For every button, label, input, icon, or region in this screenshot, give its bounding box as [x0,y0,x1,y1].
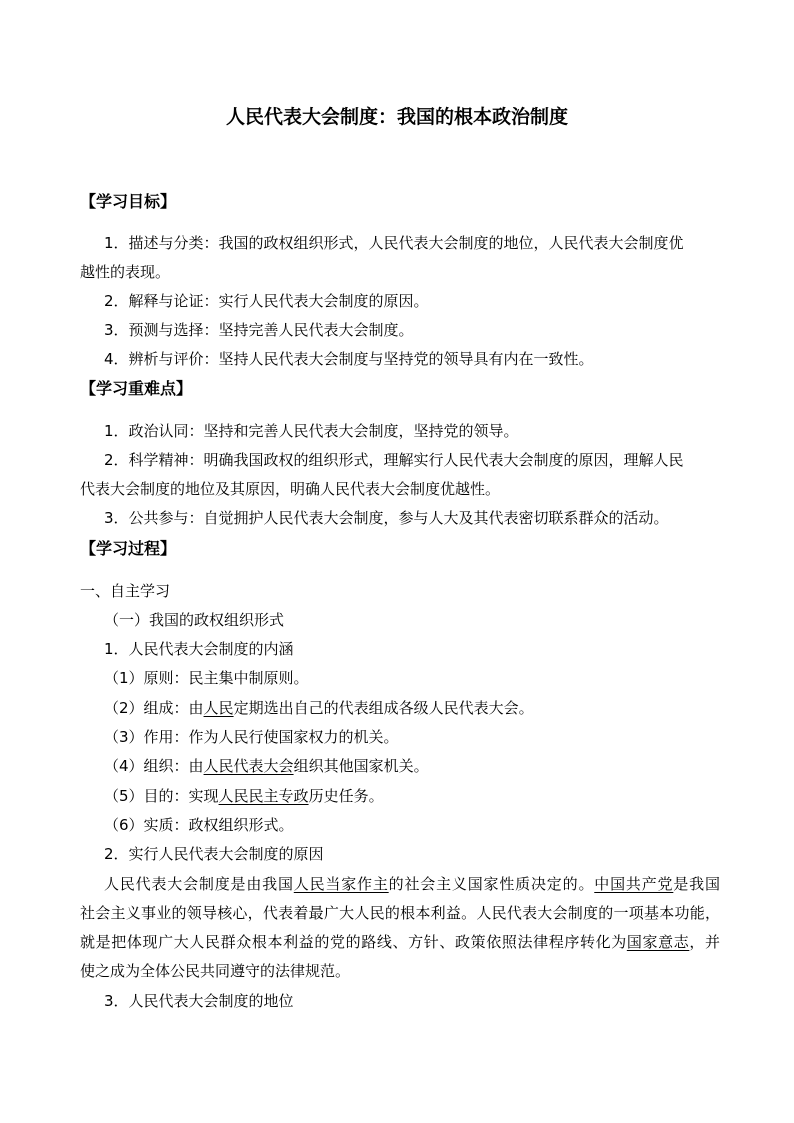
key-point-item-3: 3．公共参与：自觉拥护人民代表大会制度，参与人大及其代表密切联系群众的活动。 [104,509,669,527]
row-composition-prefix: （2）组成：由 [104,699,204,717]
row-composition [104,693,744,723]
section-heading-goals: 【学习目标】 [80,192,177,211]
paragraph-text: 的社会主义国家性质决定的。 [388,875,595,893]
goal-item-3: 3．预测与选择：坚持完善人民代表大会制度。 [104,321,414,339]
underlined-answer: 国家意志 [626,933,690,951]
item-heading-1: 1．人民代表大会制度的内涵 [104,640,294,658]
underlined-answer: 人民民主专政 [218,787,309,805]
paragraph-line-2: 社会主义事业的领导核心，代表着最广大人民的根本利益。人民代表大会制度的一项基本功能， [80,904,720,922]
part-heading-1: 一、自主学习 [80,582,171,600]
item-heading-2: 2．实行人民代表大会制度的原因 [104,845,324,863]
row-composition-suffix: 定期选出自己的代表组成各级人民代表大会。 [233,699,534,717]
goal-item-1-cont: 越性的表现。 [80,263,171,281]
key-point-item-1: 1．政治认同：坚持和完善人民代表大会制度，坚持党的领导。 [104,422,519,440]
goal-item-2: 2．解释与论证：实行人民代表大会制度的原因。 [104,292,429,310]
row-purpose [104,781,744,811]
paragraph-text: ，并 [689,933,720,951]
row-organization [104,751,744,781]
section-heading-key-points: 【学习重难点】 [80,379,193,398]
key-point-item-2: 2．科学精神：明确我国政权的组织形式，理解实行人民代表大会制度的原因，理解人民 [104,451,684,469]
section-heading-process: 【学习过程】 [80,539,177,558]
row-essence: （6）实质：政权组织形式。 [104,816,294,834]
row-purpose-prefix: （5）目的：实现 [104,787,219,805]
page-title: 人民代表大会制度：我国的根本政治制度 [225,106,568,128]
row-organization-prefix: （4）组织：由 [104,757,204,775]
subheading-1: （一）我国的政权组织形式 [104,611,285,629]
underlined-answer: 人民当家作主 [293,875,389,893]
paragraph-line-1 [104,869,720,899]
paragraph-text: 就是把体现广大人民群众根本利益的党的路线、方针、政策依照法律程序转化为 [80,933,627,951]
row-purpose-suffix: 历史任务。 [308,787,384,805]
underlined-answer: 中国共产党 [594,875,674,893]
row-organization-suffix: 组织其他国家机关。 [293,757,429,775]
item-heading-3: 3．人民代表大会制度的地位 [104,992,294,1010]
key-point-item-2-cont: 代表大会制度的地位及其原因，明确人民代表大会制度优越性。 [80,480,501,498]
underlined-answer: 人民代表大会 [203,757,294,775]
goal-item-1: 1．描述与分类：我国的政权组织形式，人民代表大会制度的地位，人民代表大会制度优 [104,234,684,252]
row-principle: （1）原则：民主集中制原则。 [104,669,309,687]
paragraph-text: 是我国 [673,875,720,893]
paragraph-text: 人民代表大会制度是由我国 [104,875,294,893]
paragraph-line-3 [80,927,720,957]
row-function: （3）作用：作为人民行使国家权力的机关。 [104,728,399,746]
goal-item-4: 4．辨析与评价：坚持人民代表大会制度与坚持党的领导具有内在一致性。 [104,350,594,368]
underlined-answer: 人民 [203,699,234,717]
paragraph-line-4: 使之成为全体公民共同遵守的法律规范。 [80,962,351,980]
